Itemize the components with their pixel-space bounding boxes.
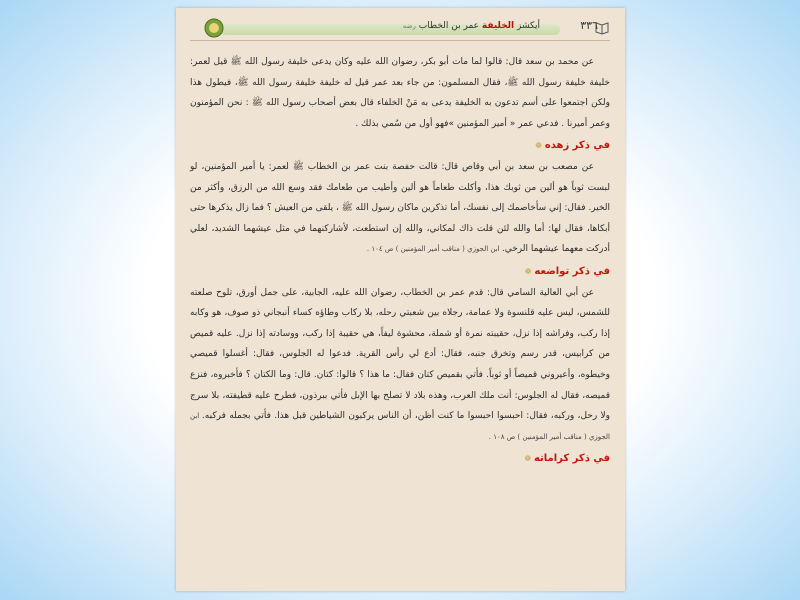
source-reference: ابن الجوزي ( مناقب أمير المؤمنين ) ص ١٠٤ . — [366, 245, 502, 254]
page-number: ٣٣٦ — [580, 19, 598, 32]
ornament-icon: ❁ — [524, 454, 534, 464]
book-icon — [594, 19, 610, 35]
body-paragraph — [190, 157, 610, 260]
header-title-suffix: رضه — [402, 22, 416, 30]
paragraph-text: عن محمد بن سعد قال: قالوا لما مات أبو بكر، رضوان الله عليه وكان يدعى خليفة رسول الله ﷺ قيل لعمر: خليفة خليفة رسول الله ﷺ، فقال المسلمون: من جاء بعد عمر قيل له خليفة خليفة رسول الله ﷺ، فيطول هذا ولكن اجتمعوا على أسم تدعون به الخليفة يدعى به مَنْ الخلفاء قال بعض أصحاب رسول الله ﷺ : نحن المؤمنون وعمر أميرنا . فدعي عمر « أمير المؤمنين »فهو أول من سُمي بذلك . — [190, 57, 610, 129]
ornament-icon: ❁ — [535, 141, 545, 151]
header-title-prefix: أيكشز — [517, 21, 540, 31]
ornament-icon: ❁ — [524, 266, 535, 276]
header-title-rest: عمر بن الخطاب — [418, 21, 480, 31]
emblem-icon — [204, 18, 224, 38]
section-title-text: في ذكر تواضعه — [534, 265, 610, 277]
paragraph-text: عن أبي العالية السامي قال: قدم عمر بن الخطاب، رضوان الله عليه، الجابية، على جمل أورق، تلوح صلعته للشمس، ليس عليه قلنسوة ولا عمامة، رجلاه بين شعبتي رحله، بلا ركاب وطاؤه كساء أنبجاني ذو صوف، هو وكابه إذا ركب، وفراشه إذا نزل، حقيبته نمرة أو شملة، محشوة ليفاً، هي حقيبة إذا ركب، ووسادته إذا نزل. عليه قميص من كرابيس، قدر رسم وتخرق جنبه، فقال: أدع لي رأس القرية. فدعوا له الجلوس، فقال: أغسلوا قميصي وخيطوه، وأعيروني قميصاً أو ثوباً. فأتي بقميص كتان فقال: ما هذا ؟ قالوا: كتان. قال: وما الكتان ؟ فأخبروه، فنزع قميصه، فقال له الجلوس: أنت ملك العرب، وهذه بلاد لا تصلح بها الإبل فأتي ببرذون، فطرح عليه قطيفته، بلا سرج ولا رحل، وركبه، فقال: احبسوا احبسوا ما كنت أظن، أن الناس يركبون الشياطين قبل هذا. فأتي بجمله فركبه. — [190, 287, 610, 422]
body-paragraph — [190, 52, 610, 134]
section-title-text: في ذكر كراماته — [533, 453, 610, 465]
source-reference: ابن الجوزي ( مناقب أمير المؤمنين ) ص ١٠٨ . — [190, 412, 610, 441]
section-title-text: في ذكر زهده — [544, 140, 610, 152]
section-title — [190, 449, 610, 470]
header-title-highlight: الخليفة — [481, 21, 515, 31]
page-content — [190, 52, 610, 470]
body-paragraph — [190, 283, 610, 448]
document-page — [176, 8, 625, 591]
section-title — [190, 136, 610, 157]
section-title — [190, 262, 610, 283]
page-header — [190, 17, 610, 39]
header-divider — [190, 40, 610, 41]
header-title — [403, 21, 540, 31]
paragraph-text: عن مصعب بن سعد بن أبي وقاص قال: قالت حفصة بنت عمر بن الخطاب ﷺ لعمر: يا أمير المؤمنين، لو لبست ثوباً هو ألين من ثوبك هذا، وأكلت طعاماً هو ألين وأطيب من طعامك فقد وسع الله من الرزق، وأكثر من الخير. فقال: إني سأخاصمك إلى نفسك، أما تذكرين ماكان رسول الله ﷺ ، يلقى من العيش ؟ فما زال يذكرها حتى أبكاها، فقال لها: أما والله لئن قلت ذاك لمكاني، والله إن استطعت، لأشاركنهما في مثل عيشهما الشديد، لعلي أدركت معهما عيشهما الرخي. — [190, 161, 610, 255]
